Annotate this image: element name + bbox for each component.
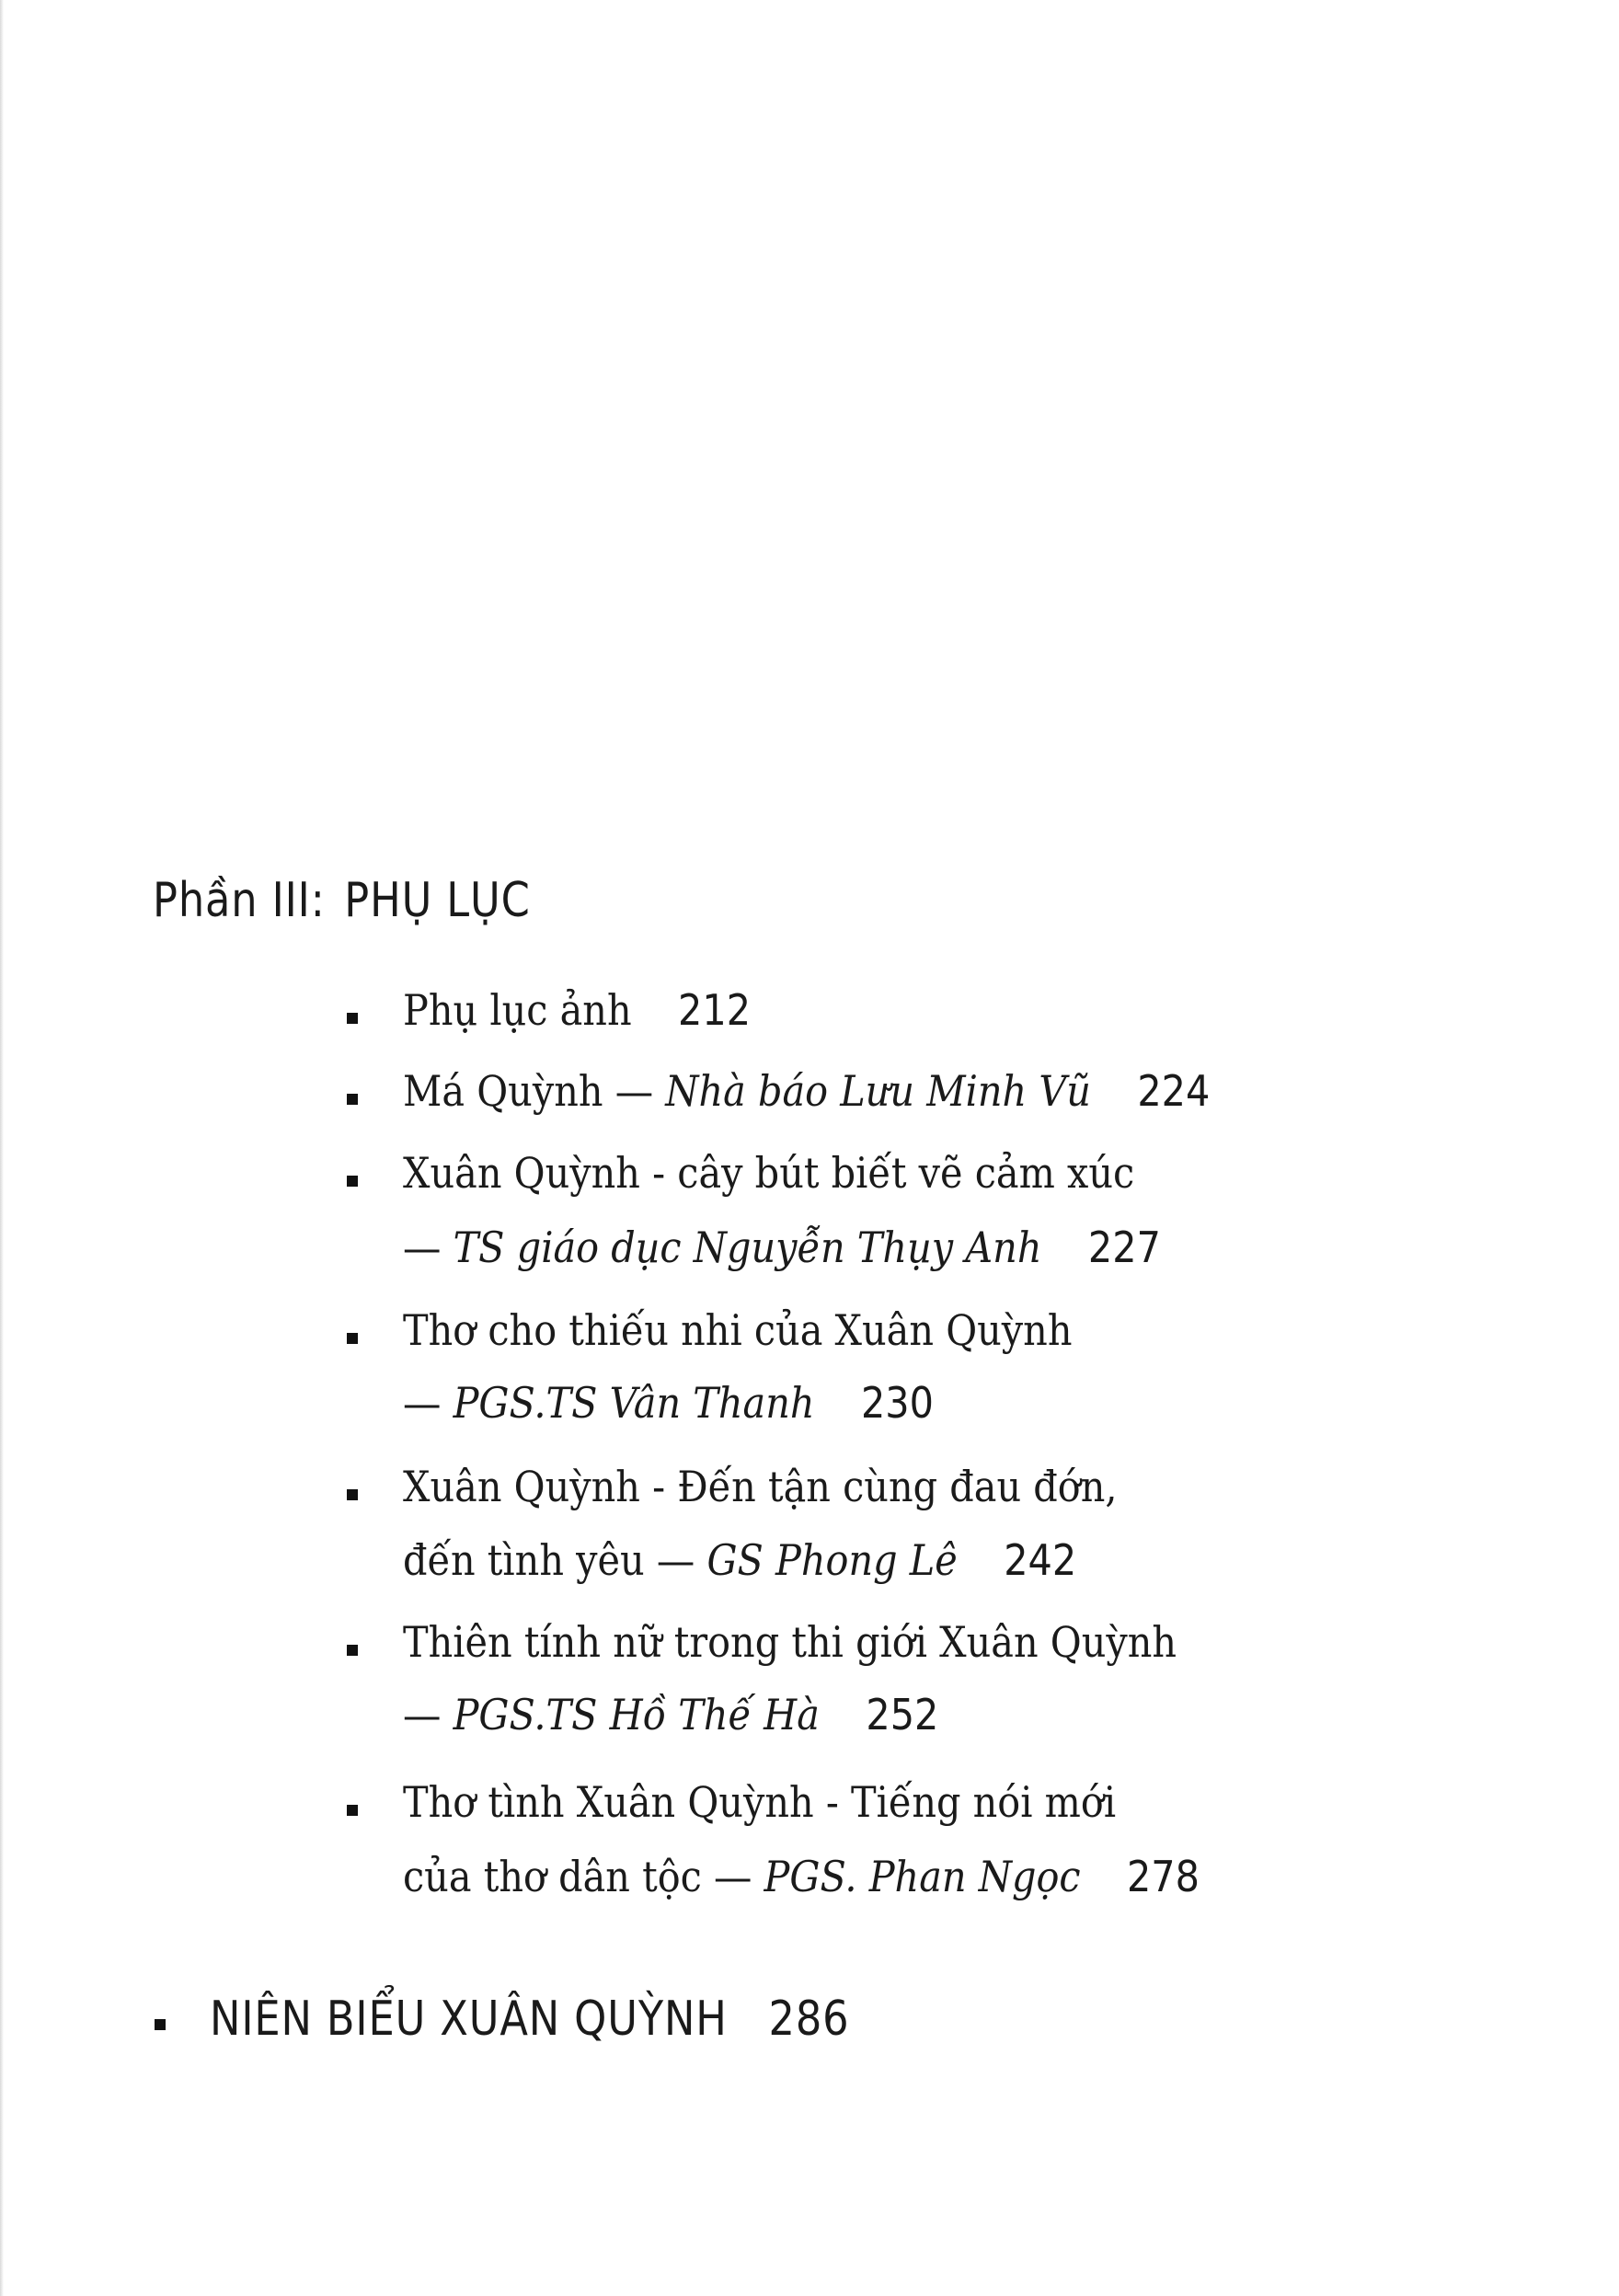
entry-title: Thiên tính nữ trong thi giới Xuân Quỳnh (403, 1617, 1177, 1667)
bullet-icon (347, 1645, 358, 1656)
entry-author: Nhà báo Lưu Minh Vũ (665, 1066, 1091, 1116)
toc-entry-line[interactable] (403, 985, 752, 1035)
bullet-icon (347, 1013, 358, 1024)
entry-title: của thơ dân tộc — (403, 1852, 764, 1901)
entry-title: Xuân Quỳnh - Đến tận cùng đau đớn, (403, 1462, 1118, 1511)
toc-entry-line[interactable] (403, 1535, 1077, 1585)
entry-page-number: 224 (1137, 1066, 1211, 1116)
entry-title: — (403, 1690, 454, 1739)
entry-page-number: 252 (866, 1690, 939, 1739)
bullet-icon (347, 1489, 358, 1500)
toc-entry-line[interactable] (403, 1462, 1118, 1511)
entry-title: Xuân Quỳnh - cây bút biết vẽ cảm xúc (403, 1148, 1135, 1198)
entry-title: Thơ cho thiếu nhi của Xuân Quỳnh (403, 1305, 1073, 1355)
toc-entry-line[interactable] (403, 1148, 1135, 1198)
entry-title: — (403, 1378, 454, 1428)
entry-title: Má Quỳnh — (403, 1066, 666, 1116)
toc-entry-line[interactable] (403, 1690, 939, 1739)
toc-entry-line[interactable] (403, 1223, 1161, 1272)
entry-title: — (403, 1223, 454, 1272)
bullet-icon (155, 2019, 166, 2030)
entry-page-number: 230 (860, 1378, 934, 1428)
bullet-icon (347, 1333, 358, 1344)
entry-page-number: 278 (1126, 1852, 1200, 1901)
toc-entry-line[interactable] (403, 1617, 1177, 1667)
section-heading (153, 873, 531, 928)
entry-author: PGS. Phan Ngọc (764, 1852, 1081, 1901)
appendix-heading[interactable] (210, 1992, 850, 2047)
toc-entry-line[interactable] (403, 1305, 1073, 1355)
scan-edge-shadow (0, 0, 4, 2296)
entry-page-number: 212 (678, 985, 752, 1035)
bullet-icon (347, 1176, 358, 1187)
toc-entry-line[interactable] (403, 1378, 934, 1428)
appendix-page-number: 286 (768, 1992, 850, 2047)
toc-entry-line[interactable] (403, 1777, 1117, 1827)
section-title: PHỤ LỤC (344, 873, 531, 928)
toc-entry-line[interactable] (403, 1852, 1200, 1901)
entry-author: TS giáo dục Nguyễn Thụy Anh (453, 1223, 1042, 1272)
entry-page-number: 242 (1004, 1535, 1077, 1585)
entry-title: đến tình yêu — (403, 1535, 707, 1585)
entry-author: PGS.TS Hồ Thế Hà (453, 1690, 820, 1739)
entry-author: GS Phong Lê (706, 1535, 958, 1585)
bullet-icon (347, 1805, 358, 1816)
bullet-icon (347, 1094, 358, 1105)
section-label: Phần III: (153, 873, 326, 928)
entry-author: PGS.TS Vân Thanh (453, 1378, 815, 1428)
entry-title: Thơ tình Xuân Quỳnh - Tiếng nói mới (403, 1777, 1117, 1827)
appendix-title: NIÊN BIỂU XUÂN QUỲNH (210, 1992, 728, 2047)
toc-entry-line[interactable] (403, 1066, 1211, 1116)
entry-page-number: 227 (1087, 1223, 1161, 1272)
entry-title: Phụ lục ảnh (403, 985, 632, 1035)
